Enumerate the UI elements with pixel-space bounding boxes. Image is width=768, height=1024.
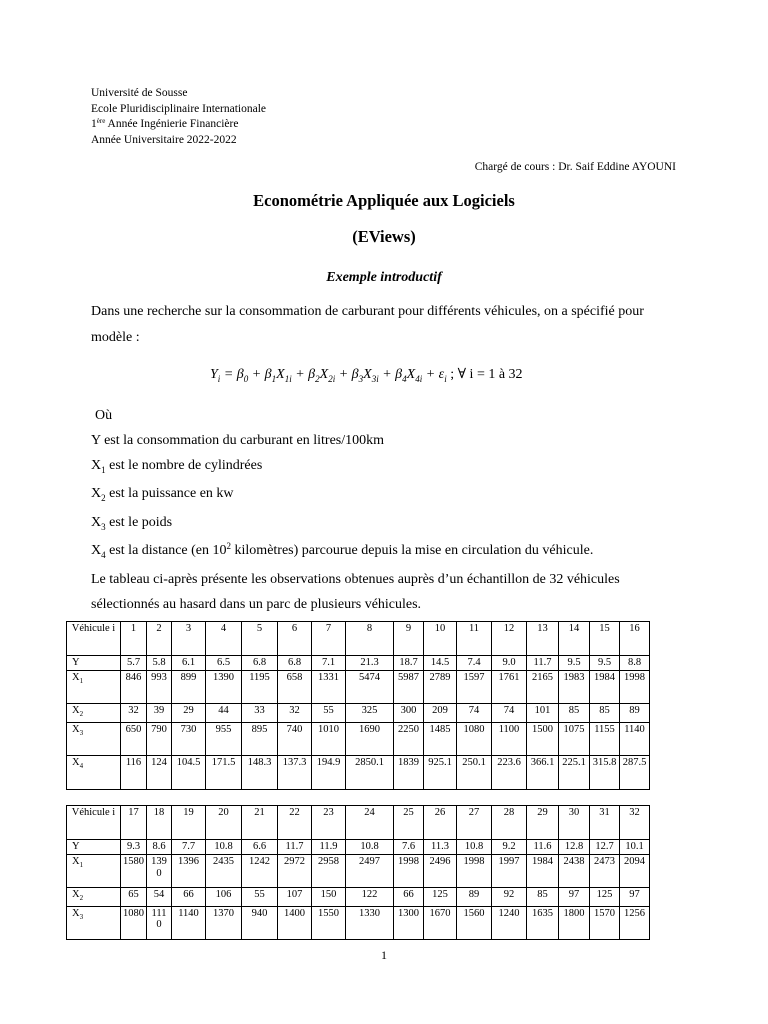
vehicle-number-cell: 5 bbox=[242, 622, 278, 656]
value-cell: 846 bbox=[121, 671, 147, 704]
document-title: Econométrie Appliquée aux Logiciels bbox=[253, 191, 515, 210]
table-row bbox=[67, 906, 650, 939]
table-row bbox=[67, 671, 650, 704]
value-cell: 8.6 bbox=[147, 840, 172, 855]
academic-year: Année Universitaire 2022-2022 bbox=[91, 133, 237, 146]
value-cell: 107 bbox=[278, 888, 312, 907]
value-cell: 1560 bbox=[457, 906, 492, 939]
table-row bbox=[67, 656, 650, 671]
variable-label-cell: $X_1$ bbox=[67, 855, 121, 888]
value-cell: 29 bbox=[172, 704, 206, 723]
value-cell: 10.8 bbox=[206, 840, 242, 855]
value-cell: 14.5 bbox=[424, 656, 457, 671]
vehicle-header-cell: Véhicule i bbox=[67, 622, 121, 656]
value-cell: 1195 bbox=[242, 671, 278, 704]
definitions-intro: Où bbox=[95, 408, 113, 423]
value-cell: 7.4 bbox=[457, 656, 492, 671]
value-cell: 1998 bbox=[394, 855, 424, 888]
value-cell: 54 bbox=[147, 888, 172, 907]
definition-x4: $X_4$ est la distance (en $10^2$ kilomètres) parcourue depuis la mise en circulation du véhicule. bbox=[91, 541, 594, 561]
value-cell: 1080 bbox=[121, 906, 147, 939]
value-cell: 89 bbox=[457, 888, 492, 907]
value-cell: 55 bbox=[312, 704, 346, 723]
section-title: Exemple introductif bbox=[326, 270, 442, 285]
value-cell: 9.3 bbox=[121, 840, 147, 855]
intro-paragraph: Dans une recherche sur la consommation de carburant pour différents véhicules, on a spécifié pour modèle : bbox=[91, 304, 644, 345]
value-cell: 10.8 bbox=[346, 840, 394, 855]
value-cell: 137.3 bbox=[278, 755, 312, 789]
value-cell: 33 bbox=[242, 704, 278, 723]
definition-y: Y est la consommation du carburant en litres/100km bbox=[91, 432, 385, 448]
value-cell: 2094 bbox=[620, 855, 650, 888]
value-cell: 39 bbox=[147, 704, 172, 723]
value-cell: 209 bbox=[424, 704, 457, 723]
regression-formula: $Y_i = \beta_0 + \beta_1X_{1i} + \beta_2X_{2i} + \beta_3X_{3i} + \beta_4X_{4i} + \varepsilon_i$ ; ∀ i = 1 à 32 bbox=[210, 367, 523, 384]
value-cell: 1984 bbox=[527, 855, 559, 888]
value-cell: 32 bbox=[278, 704, 312, 723]
vehicle-number-cell: 21 bbox=[242, 806, 278, 840]
value-cell: 223.6 bbox=[492, 755, 527, 789]
vehicle-number-cell: 13 bbox=[527, 622, 559, 656]
school-name: Ecole Pluridisciplinaire Internationale bbox=[91, 102, 266, 115]
value-cell: 1242 bbox=[242, 855, 278, 888]
value-cell: 287.5 bbox=[620, 755, 650, 789]
value-cell: 12.8 bbox=[559, 840, 590, 855]
variable-label-cell: $X_3$ bbox=[67, 906, 121, 939]
value-cell: 2850.1 bbox=[346, 755, 394, 789]
value-cell: 1110 bbox=[147, 906, 172, 939]
value-cell: 366.1 bbox=[527, 755, 559, 789]
value-cell: 2438 bbox=[559, 855, 590, 888]
value-cell: 2972 bbox=[278, 855, 312, 888]
value-cell: 1300 bbox=[394, 906, 424, 939]
variable-definitions bbox=[91, 404, 711, 618]
value-cell: 125 bbox=[590, 888, 620, 907]
table-row bbox=[67, 840, 650, 855]
vehicle-number-cell: 32 bbox=[620, 806, 650, 840]
document-subtitle: (EViews) bbox=[352, 227, 416, 246]
study-year-label: Année Ingénierie Financière bbox=[105, 118, 239, 130]
study-year bbox=[91, 117, 266, 133]
value-cell: 2958 bbox=[312, 855, 346, 888]
value-cell: 11.7 bbox=[527, 656, 559, 671]
vehicle-number-cell: 29 bbox=[527, 806, 559, 840]
value-cell: 658 bbox=[278, 671, 312, 704]
value-cell: 1635 bbox=[527, 906, 559, 939]
variable-label-cell: $X_1$ bbox=[67, 671, 121, 704]
value-cell: 1800 bbox=[559, 906, 590, 939]
value-cell: 2250 bbox=[394, 722, 424, 755]
value-cell: 1997 bbox=[492, 855, 527, 888]
document-header bbox=[91, 86, 266, 148]
formula-range: ; ∀ i = 1 à 32 bbox=[446, 367, 523, 382]
value-cell: 116 bbox=[121, 755, 147, 789]
variable-label-cell: $X_2$ bbox=[67, 888, 121, 907]
variable-label-cell: Y bbox=[67, 840, 121, 855]
table-header-row bbox=[67, 806, 650, 840]
value-cell: 85 bbox=[559, 704, 590, 723]
value-cell: 1485 bbox=[424, 722, 457, 755]
value-cell: 89 bbox=[620, 704, 650, 723]
value-cell: 11.6 bbox=[527, 840, 559, 855]
value-cell: 11.7 bbox=[278, 840, 312, 855]
value-cell: 1984 bbox=[590, 671, 620, 704]
value-cell: 1010 bbox=[312, 722, 346, 755]
value-cell: 124 bbox=[147, 755, 172, 789]
value-cell: 740 bbox=[278, 722, 312, 755]
value-cell: 250.1 bbox=[457, 755, 492, 789]
vehicle-number-cell: 17 bbox=[121, 806, 147, 840]
table-row bbox=[67, 704, 650, 723]
value-cell: 7.7 bbox=[172, 840, 206, 855]
value-cell: 940 bbox=[242, 906, 278, 939]
value-cell: 1597 bbox=[457, 671, 492, 704]
value-cell: 6.5 bbox=[206, 656, 242, 671]
value-cell: 150 bbox=[312, 888, 346, 907]
value-cell: 1839 bbox=[394, 755, 424, 789]
vehicle-number-cell: 11 bbox=[457, 622, 492, 656]
value-cell: 44 bbox=[206, 704, 242, 723]
value-cell: 171.5 bbox=[206, 755, 242, 789]
table-header-row bbox=[67, 622, 650, 656]
vehicle-number-cell: 22 bbox=[278, 806, 312, 840]
value-cell: 6.1 bbox=[172, 656, 206, 671]
value-cell: 66 bbox=[394, 888, 424, 907]
value-cell: 148.3 bbox=[242, 755, 278, 789]
value-cell: 194.9 bbox=[312, 755, 346, 789]
value-cell: 2789 bbox=[424, 671, 457, 704]
vehicle-number-cell: 7 bbox=[312, 622, 346, 656]
value-cell: 11.3 bbox=[424, 840, 457, 855]
value-cell: 895 bbox=[242, 722, 278, 755]
value-cell: 1140 bbox=[620, 722, 650, 755]
value-cell: 1998 bbox=[457, 855, 492, 888]
value-cell: 1075 bbox=[559, 722, 590, 755]
value-cell: 10.8 bbox=[457, 840, 492, 855]
variable-label-cell: $X_3$ bbox=[67, 722, 121, 755]
vehicle-number-cell: 30 bbox=[559, 806, 590, 840]
value-cell: 6.6 bbox=[242, 840, 278, 855]
lecturer-name: Chargé de cours : Dr. Saif Eddine AYOUNI bbox=[474, 161, 676, 173]
value-cell: 1390 bbox=[147, 855, 172, 888]
value-cell: 6.8 bbox=[278, 656, 312, 671]
value-cell: 9.0 bbox=[492, 656, 527, 671]
value-cell: 85 bbox=[590, 704, 620, 723]
value-cell: 1500 bbox=[527, 722, 559, 755]
definition-x2: $X_2$ est la puissance en kw bbox=[91, 486, 234, 503]
vehicle-number-cell: 4 bbox=[206, 622, 242, 656]
value-cell: 790 bbox=[147, 722, 172, 755]
observations-table-2 bbox=[66, 805, 650, 940]
vehicle-number-cell: 6 bbox=[278, 622, 312, 656]
vehicle-number-cell: 23 bbox=[312, 806, 346, 840]
vehicle-number-cell: 31 bbox=[590, 806, 620, 840]
value-cell: 1690 bbox=[346, 722, 394, 755]
value-cell: 5987 bbox=[394, 671, 424, 704]
vehicle-number-cell: 10 bbox=[424, 622, 457, 656]
value-cell: 125 bbox=[424, 888, 457, 907]
vehicle-number-cell: 20 bbox=[206, 806, 242, 840]
vehicle-number-cell: 15 bbox=[590, 622, 620, 656]
value-cell: 32 bbox=[121, 704, 147, 723]
variable-label-cell: $X_4$ bbox=[67, 755, 121, 789]
study-year-ordinal: ère bbox=[96, 117, 106, 125]
vehicle-number-cell: 16 bbox=[620, 622, 650, 656]
value-cell: 1998 bbox=[620, 671, 650, 704]
value-cell: 1100 bbox=[492, 722, 527, 755]
value-cell: 92 bbox=[492, 888, 527, 907]
value-cell: 955 bbox=[206, 722, 242, 755]
value-cell: 1570 bbox=[590, 906, 620, 939]
value-cell: 5.7 bbox=[121, 656, 147, 671]
vehicle-number-cell: 9 bbox=[394, 622, 424, 656]
value-cell: 1331 bbox=[312, 671, 346, 704]
variable-label-cell: $X_2$ bbox=[67, 704, 121, 723]
vehicle-number-cell: 2 bbox=[147, 622, 172, 656]
value-cell: 11.9 bbox=[312, 840, 346, 855]
value-cell: 2497 bbox=[346, 855, 394, 888]
value-cell: 65 bbox=[121, 888, 147, 907]
value-cell: 6.8 bbox=[242, 656, 278, 671]
value-cell: 122 bbox=[346, 888, 394, 907]
value-cell: 97 bbox=[620, 888, 650, 907]
value-cell: 1396 bbox=[172, 855, 206, 888]
page-number: 1 bbox=[381, 948, 387, 962]
value-cell: 74 bbox=[492, 704, 527, 723]
vehicle-number-cell: 27 bbox=[457, 806, 492, 840]
value-cell: 97 bbox=[559, 888, 590, 907]
value-cell: 7.1 bbox=[312, 656, 346, 671]
value-cell: 74 bbox=[457, 704, 492, 723]
value-cell: 899 bbox=[172, 671, 206, 704]
vehicle-number-cell: 25 bbox=[394, 806, 424, 840]
value-cell: 1580 bbox=[121, 855, 147, 888]
value-cell: 2165 bbox=[527, 671, 559, 704]
university-name: Université de Sousse bbox=[91, 87, 188, 99]
value-cell: 9.5 bbox=[590, 656, 620, 671]
value-cell: 85 bbox=[527, 888, 559, 907]
table-row bbox=[67, 888, 650, 907]
value-cell: 1080 bbox=[457, 722, 492, 755]
value-cell: 9.5 bbox=[559, 656, 590, 671]
value-cell: 18.7 bbox=[394, 656, 424, 671]
table-description: Le tableau ci-après présente les observations obtenues auprès d’un échantillon de 32 véhicules bbox=[91, 571, 620, 587]
value-cell: 9.2 bbox=[492, 840, 527, 855]
value-cell: 2496 bbox=[424, 855, 457, 888]
vehicle-number-cell: 3 bbox=[172, 622, 206, 656]
vehicle-number-cell: 24 bbox=[346, 806, 394, 840]
value-cell: 101 bbox=[527, 704, 559, 723]
value-cell: 2473 bbox=[590, 855, 620, 888]
table-row bbox=[67, 722, 650, 755]
value-cell: 66 bbox=[172, 888, 206, 907]
observations-table-1 bbox=[66, 621, 650, 790]
value-cell: 1400 bbox=[278, 906, 312, 939]
table-description-cont: sélectionnés au hasard dans un parc de plusieurs véhicules. bbox=[91, 596, 422, 612]
value-cell: 1140 bbox=[172, 906, 206, 939]
value-cell: 1330 bbox=[346, 906, 394, 939]
vehicle-number-cell: 12 bbox=[492, 622, 527, 656]
definition-x3: $X_3$ est le poids bbox=[91, 514, 173, 532]
value-cell: 5474 bbox=[346, 671, 394, 704]
vehicle-number-cell: 19 bbox=[172, 806, 206, 840]
value-cell: 5.8 bbox=[147, 656, 172, 671]
variable-label-cell: Y bbox=[67, 656, 121, 671]
value-cell: 21.3 bbox=[346, 656, 394, 671]
value-cell: 55 bbox=[242, 888, 278, 907]
vehicle-header-cell: Véhicule i bbox=[67, 806, 121, 840]
vehicle-number-cell: 26 bbox=[424, 806, 457, 840]
value-cell: 1983 bbox=[559, 671, 590, 704]
value-cell: 10.1 bbox=[620, 840, 650, 855]
value-cell: 8.8 bbox=[620, 656, 650, 671]
value-cell: 7.6 bbox=[394, 840, 424, 855]
value-cell: 300 bbox=[394, 704, 424, 723]
vehicle-number-cell: 1 bbox=[121, 622, 147, 656]
value-cell: 1155 bbox=[590, 722, 620, 755]
value-cell: 1390 bbox=[206, 671, 242, 704]
definition-x1: $X_1$ est le nombre de cylindrées bbox=[91, 457, 263, 475]
value-cell: 1240 bbox=[492, 906, 527, 939]
table-row bbox=[67, 755, 650, 789]
value-cell: 1370 bbox=[206, 906, 242, 939]
vehicle-number-cell: 18 bbox=[147, 806, 172, 840]
value-cell: 12.7 bbox=[590, 840, 620, 855]
value-cell: 650 bbox=[121, 722, 147, 755]
value-cell: 104.5 bbox=[172, 755, 206, 789]
vehicle-number-cell: 28 bbox=[492, 806, 527, 840]
value-cell: 106 bbox=[206, 888, 242, 907]
value-cell: 925.1 bbox=[424, 755, 457, 789]
value-cell: 993 bbox=[147, 671, 172, 704]
value-cell: 315.8 bbox=[590, 755, 620, 789]
value-cell: 2435 bbox=[206, 855, 242, 888]
value-cell: 1761 bbox=[492, 671, 527, 704]
table-row bbox=[67, 855, 650, 888]
value-cell: 730 bbox=[172, 722, 206, 755]
study-year-number: 1 bbox=[91, 118, 97, 130]
vehicle-number-cell: 8 bbox=[346, 622, 394, 656]
value-cell: 1256 bbox=[620, 906, 650, 939]
value-cell: 1550 bbox=[312, 906, 346, 939]
value-cell: 1670 bbox=[424, 906, 457, 939]
value-cell: 325 bbox=[346, 704, 394, 723]
vehicle-number-cell: 14 bbox=[559, 622, 590, 656]
value-cell: 225.1 bbox=[559, 755, 590, 789]
